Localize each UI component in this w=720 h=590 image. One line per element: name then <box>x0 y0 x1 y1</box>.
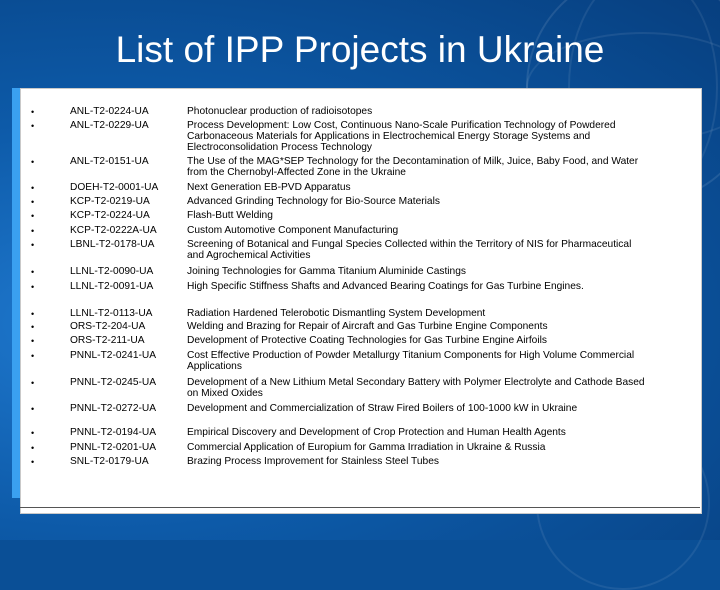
project-code: PNNL-T2-0272-UA <box>70 403 157 414</box>
project-code: ANL-T2-0229-UA <box>70 120 149 131</box>
project-description: Process Development: Low Cost, Continuous Nano-Scale Purification Technology of Powdered Carbonaceous Materials for Applications in Electrochemical Energy Storage Systems and Electroconsolidation Process Technology <box>187 120 616 153</box>
project-code: LLNL-T2-0113-UA <box>70 308 153 319</box>
accent-bar <box>12 88 20 498</box>
project-description: Welding and Brazing for Repair of Aircraft and Gas Turbine Engine Components <box>187 321 548 332</box>
bullet-icon: • <box>31 211 35 221</box>
bullet-icon: • <box>31 457 35 467</box>
bullet-icon: • <box>31 428 35 438</box>
bullet-icon: • <box>31 121 35 131</box>
project-description: Advanced Grinding Technology for Bio-Source Materials <box>187 196 440 207</box>
project-description: Development of a New Lithium Metal Secondary Battery with Polymer Electrolyte and Cathode Based on Mixed Oxides <box>187 377 645 399</box>
project-code: ORS-T2-204-UA <box>70 321 146 332</box>
project-description: Development of Protective Coating Technologies for Gas Turbine Engine Airfoils <box>187 335 547 346</box>
project-code: PNNL-T2-0201-UA <box>70 442 157 453</box>
bullet-icon: • <box>31 309 35 319</box>
slide-title: List of IPP Projects in Ukraine <box>115 29 605 70</box>
project-list-panel <box>20 88 702 514</box>
footer-divider <box>20 507 700 508</box>
bullet-icon: • <box>31 351 35 361</box>
project-code: LLNL-T2-0091-UA <box>70 281 154 292</box>
project-description: High Specific Stiffness Shafts and Advanced Bearing Coatings for Gas Turbine Engines. <box>187 281 584 292</box>
project-code: ANL-T2-0224-UA <box>70 106 149 117</box>
project-code: KCP-T2-0224-UA <box>70 210 150 221</box>
project-code: PNNL-T2-0194-UA <box>70 427 157 438</box>
bullet-icon: • <box>31 404 35 414</box>
project-description: Joining Technologies for Gamma Titanium Aluminide Castings <box>187 266 466 277</box>
project-code: DOEH-T2-0001-UA <box>70 182 159 193</box>
project-code: PNNL-T2-0241-UA <box>70 350 157 361</box>
project-description: Screening of Botanical and Fungal Species Collected within the Territory of NIS for Pharmaceutical and Agrochemical Activities <box>187 239 632 261</box>
bullet-icon: • <box>31 157 35 167</box>
project-description: Flash-Butt Welding <box>187 210 273 221</box>
project-description: Brazing Process Improvement for Stainless Steel Tubes <box>187 456 439 467</box>
bullet-icon: • <box>31 240 35 250</box>
bullet-icon: • <box>31 336 35 346</box>
project-description: Cost Effective Production of Powder Metallurgy Titanium Components for High Volume Commercial Applications <box>187 350 635 372</box>
bullet-icon: • <box>31 282 35 292</box>
bullet-icon: • <box>31 322 35 332</box>
bullet-icon: • <box>31 226 35 236</box>
project-code: SNL-T2-0179-UA <box>70 456 149 467</box>
project-description: Commercial Application of Europium for Gamma Irradiation in Ukraine & Russia <box>187 442 546 453</box>
project-description: Development and Commercialization of Straw Fired Boilers of 100-1000 kW in Ukraine <box>187 403 578 414</box>
project-code: ORS-T2-211-UA <box>70 335 145 346</box>
bullet-icon: • <box>31 443 35 453</box>
project-description: The Use of the MAG*SEP Technology for the Decontamination of Milk, Juice, Baby Food, and Water from the Chernobyl-Affected Zone in the Ukraine <box>187 156 639 178</box>
project-code: LBNL-T2-0178-UA <box>70 239 155 250</box>
bullet-icon: • <box>31 378 35 388</box>
project-description: Empirical Discovery and Development of Crop Protection and Human Health Agents <box>187 427 566 438</box>
bullet-icon: • <box>31 107 35 117</box>
project-code: ANL-T2-0151-UA <box>70 156 149 167</box>
project-code: LLNL-T2-0090-UA <box>70 266 154 277</box>
project-description: Next Generation EB-PVD Apparatus <box>187 182 351 193</box>
project-code: KCP-T2-0222A-UA <box>70 225 157 236</box>
project-code: KCP-T2-0219-UA <box>70 196 150 207</box>
project-code: PNNL-T2-0245-UA <box>70 377 157 388</box>
bullet-icon: • <box>31 183 35 193</box>
project-description: Custom Automotive Component Manufacturing <box>187 225 399 236</box>
project-description: Radiation Hardened Telerobotic Dismantling System Development <box>187 308 486 319</box>
bullet-icon: • <box>31 197 35 207</box>
project-description: Photonuclear production of radioisotopes <box>187 106 373 117</box>
bullet-icon: • <box>31 267 35 277</box>
